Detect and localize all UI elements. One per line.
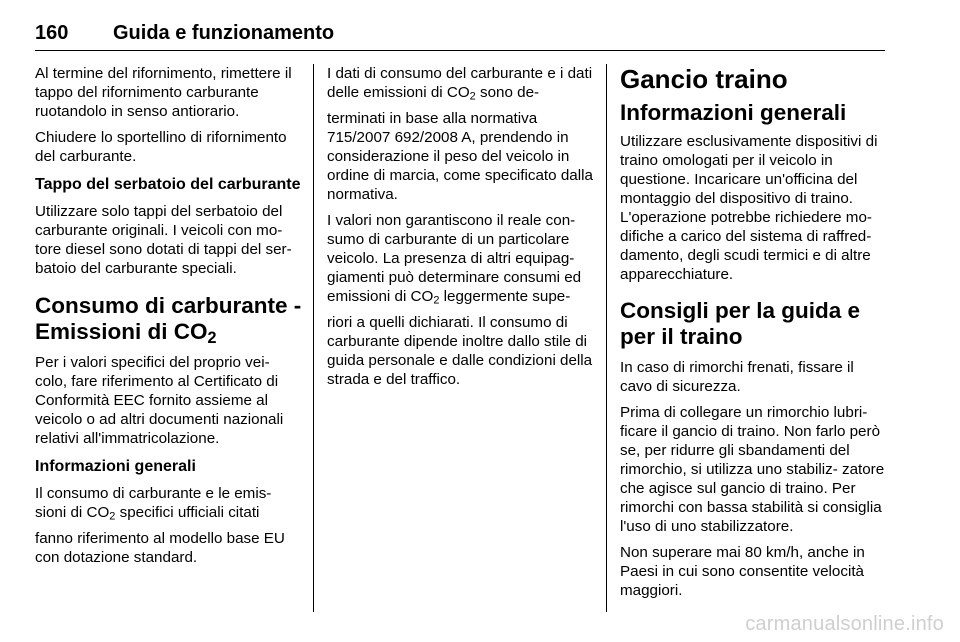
heading-consigli: Consigli per la guida e per il traino [620, 298, 861, 349]
page-header [35, 22, 885, 48]
paragraph: Utilizzare esclusivamente dispositivi di traino omologati per il veicolo in questione. Incaricare un'officina del montaggio del dispositivo di traino. L'operazione potrebbe richiedere mo- difiche a carico del sistema di raffred- damento, degli scudi termici e di altre apparecchiature. [620, 133, 878, 283]
watermark: carmanualsonline.info [745, 613, 944, 635]
paragraph: Non superare mai 80 km/h, anche in Paesi in cui sono consentite velocità maggiori. [620, 544, 865, 599]
paragraph: Al termine del rifornimento, rimettere il tappo del rifornimento carburante ruotandolo in senso antiorario. [35, 65, 292, 120]
section-title: Guida e funzionamento [113, 22, 335, 44]
paragraph: fanno riferimento al modello base EU con dotazione standard. [35, 530, 285, 566]
page-number: 160 [35, 22, 69, 44]
paragraph: Prima di collegare un rimorchio lubri- ficare il gancio di traino. Non farlo però se, per ridurre gli sbandamenti del rimorchio, si utilizza uno stabiliz- zatore che agisce sul gancio di traino. Per rimorchi con bassa stabilità si consiglia l'uso di uno stabilizzatore. [620, 404, 885, 535]
column-middle [327, 64, 593, 396]
paragraph: Il consumo di carburante e le emis- sioni di $CO_2$ specifici ufficiali citati [35, 485, 272, 523]
heading-tappo: Tappo del serbatoio del carburante [35, 176, 301, 193]
paragraph: In caso di rimorchi frenati, fissare il cavo di sicurezza. [620, 359, 854, 395]
column-divider [313, 64, 314, 612]
paragraph: riori a quelli dichiarati. Il consumo di carburante dipende inoltre dallo stile di guida personale e dalle condizioni della strada e del traffico. [327, 314, 593, 388]
heading-consumo: Consumo di carburante - Emissioni di $CO_2$ [35, 293, 302, 348]
paragraph: Chiudere lo sportellino di rifornimento del carburante. [35, 129, 287, 165]
heading-informazioni-generali: Informazioni generali [620, 100, 847, 125]
heading-gancio-traino: Gancio traino [620, 64, 788, 94]
paragraph: I valori non garantiscono il reale con- sumo di carburante di un particolare veicolo. La presenza di altri equipag- giamenti può determinare consumi ed emissioni di $CO_2$ leggermente supe- [327, 212, 582, 307]
header-divider [35, 50, 885, 51]
paragraph: I dati di consumo del carburante e i dati delle emissioni di $CO_2$ sono de- [327, 65, 593, 103]
paragraph: terminati in base alla normativa 715/2007 692/2008 A, prendendo in considerazione il peso del veicolo in ordine di marcia, come specificato dalla normativa. [327, 110, 593, 203]
paragraph: Per i valori specifici del proprio vei- colo, fare riferimento al Certificato di Conformità EEC fornito assieme al veicolo o ad altri documenti nazionali relativi all'immatricolazione. [35, 354, 284, 447]
paragraph: Utilizzare solo tappi del serbatoio del carburante originali. I veicoli con mo- tore diesel sono dotati di tappi del ser- batoio del carburante speciali. [35, 203, 292, 277]
column-left [35, 64, 303, 574]
column-divider [606, 64, 607, 612]
column-right [620, 64, 886, 607]
heading-informazioni-generali: Informazioni generali [35, 458, 196, 475]
